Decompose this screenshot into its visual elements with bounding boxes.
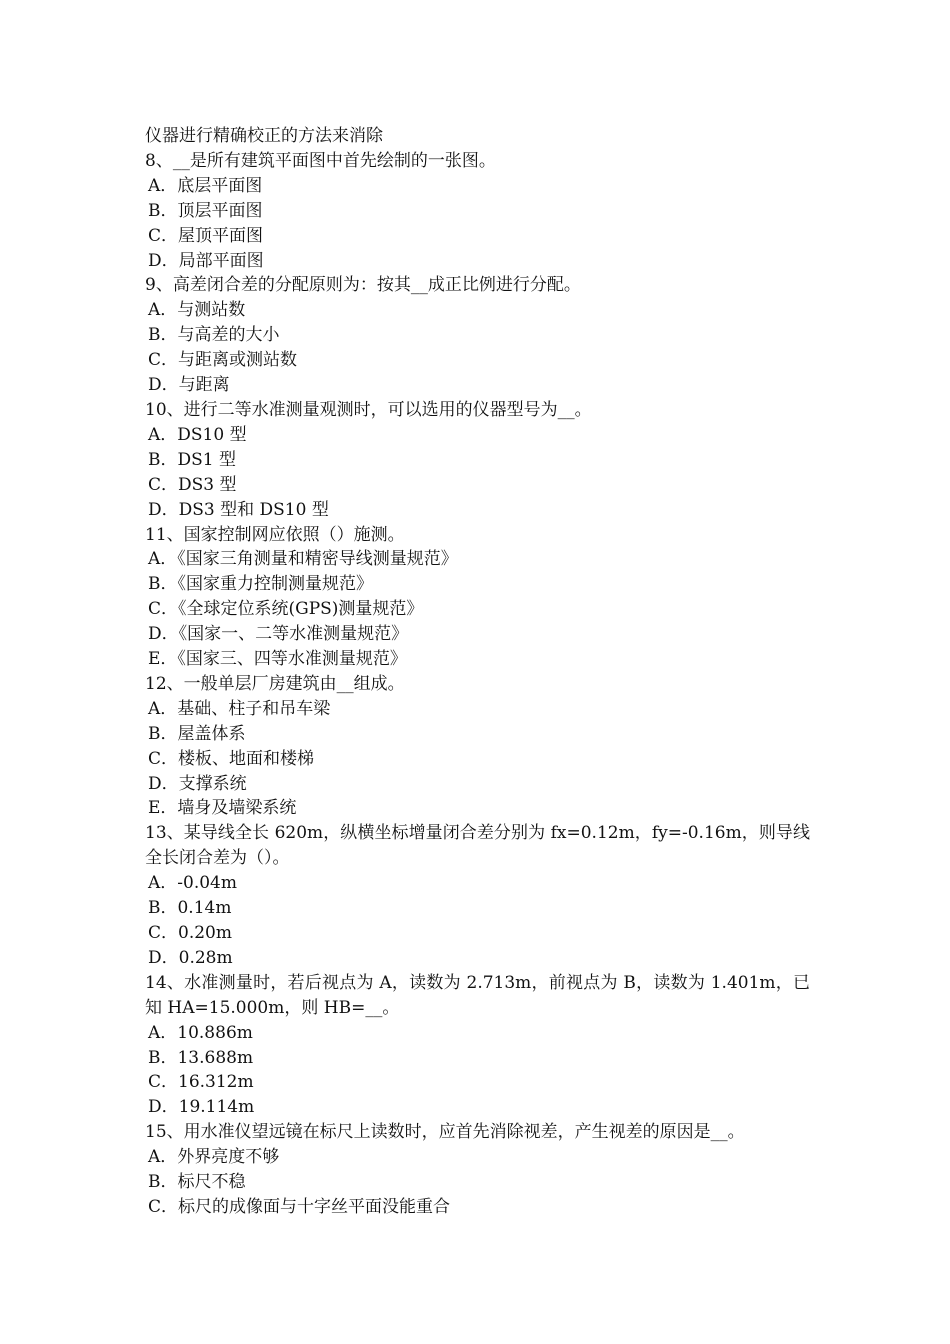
option-line: A．底层平面图: [148, 175, 263, 196]
option-line: C．楼板、地面和楼梯: [148, 748, 315, 769]
option-line: A．外界亮度不够: [148, 1147, 280, 1168]
option-line: A．基础、柱子和吊车梁: [148, 698, 331, 719]
option-line: B．《国家重力控制测量规范》: [148, 574, 373, 595]
question-10: 10、进行二等水准测量观测时，可以选用的仪器型号为__。: [145, 399, 592, 420]
document-body: [145, 124, 810, 1220]
question-9: 9、高差闭合差的分配原则为：按其__成正比例进行分配。: [145, 275, 581, 296]
option-line: D．0.28m: [148, 947, 233, 968]
question-14: 14、水准测量时，若后视点为 A，读数为 2.713m，前视点为 B，读数为 1.401m，已知 HA=15.000m，则 HB=__。: [145, 972, 810, 1018]
option-line: C．标尺的成像面与十字丝平面没能重合: [148, 1196, 451, 1217]
option-line: A．-0.04m: [148, 873, 237, 894]
option-line: B．DS1 型: [148, 449, 236, 470]
question-11: 11、国家控制网应依照（）施测。: [145, 524, 405, 545]
question-13: 13、某导线全长 620m，纵横坐标增量闭合差分别为 fx=0.12m，fy=-0.16m，则导线全长闭合差为（）。: [145, 823, 810, 869]
question-8: 8、__是所有建筑平面图中首先绘制的一张图。: [145, 150, 496, 171]
option-line: B．顶层平面图: [148, 200, 263, 221]
option-line: C．与距离或测站数: [148, 350, 298, 371]
option-line: D．局部平面图: [148, 250, 264, 271]
option-line: A．DS10 型: [148, 424, 247, 445]
option-line: C．屋顶平面图: [148, 225, 264, 246]
option-line: D．《国家一、二等水准测量规范》: [148, 624, 409, 645]
option-line: C．16.312m: [148, 1072, 254, 1093]
option-line: B．与高差的大小: [148, 325, 280, 346]
option-line: A．《国家三角测量和精密导线测量规范》: [148, 549, 458, 570]
option-line: D．DS3 型和 DS10 型: [148, 499, 329, 520]
option-line: C．DS3 型: [148, 474, 237, 495]
option-line: C．0.20m: [148, 923, 232, 943]
question-15: 15、用水准仪望远镜在标尺上读数时，应首先消除视差，产生视差的原因是__。: [145, 1122, 745, 1143]
continued-text-line: 仪器进行精确校正的方法来消除: [145, 126, 383, 146]
option-line: D．与距离: [148, 375, 230, 396]
option-line: B．13.688m: [148, 1047, 254, 1068]
option-line: A．与测站数: [148, 300, 246, 321]
option-line: A．10.886m: [148, 1022, 253, 1043]
option-line: E．《国家三、四等水准测量规范》: [148, 649, 407, 670]
option-line: E．墙身及墙梁系统: [148, 798, 297, 819]
option-line: D．19.114m: [148, 1097, 255, 1118]
option-line: C．《全球定位系统(GPS)测量规范》: [148, 599, 424, 620]
option-line: B．标尺不稳: [148, 1172, 246, 1193]
option-line: D．支撑系统: [148, 773, 247, 794]
option-line: B．0.14m: [148, 898, 232, 919]
question-12: 12、一般单层厂房建筑由__组成。: [145, 673, 405, 694]
option-line: B．屋盖体系: [148, 723, 246, 744]
